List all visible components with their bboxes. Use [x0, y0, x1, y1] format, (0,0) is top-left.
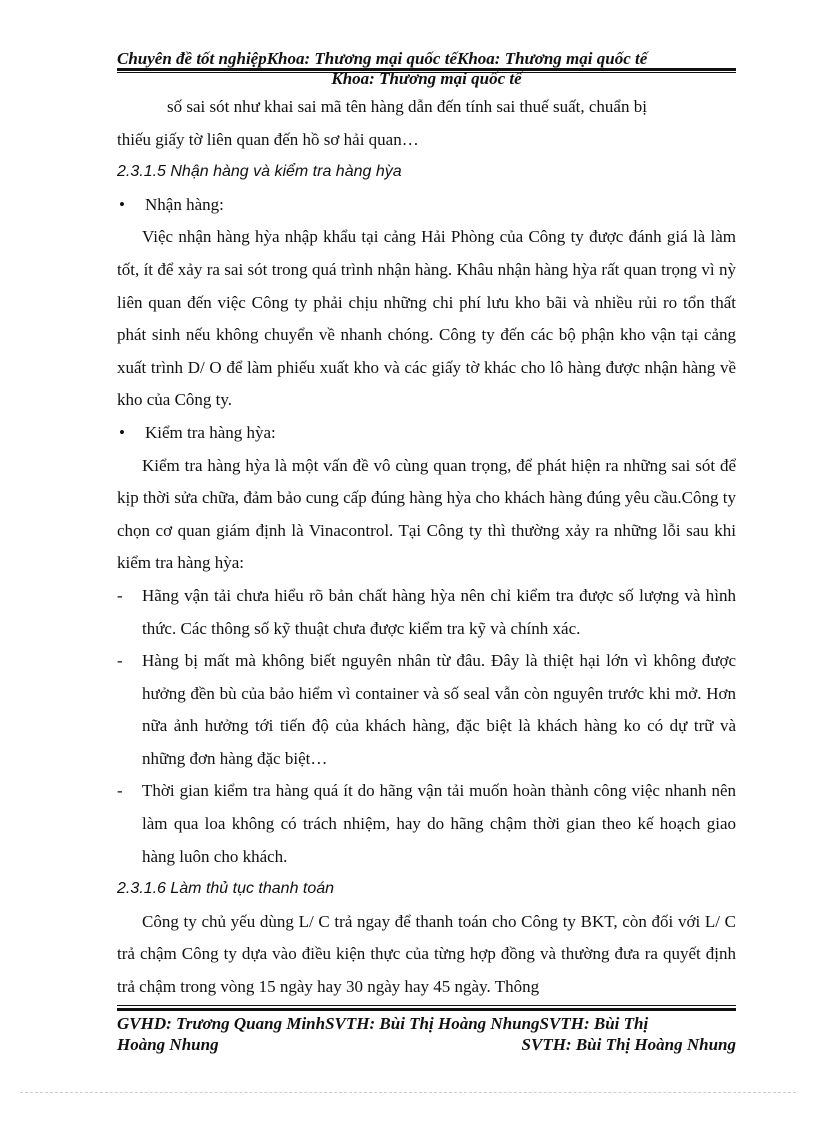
paragraph-intro-1: số sai sót như khai sai mã tên hàng dẫn đến tính sai thuế suất, chuẩn bị	[167, 97, 647, 116]
bullet-label: Kiểm tra hàng hỳa:	[145, 422, 276, 442]
page-footer	[117, 1013, 736, 1055]
dash-text: Hàng bị mất mà không biết nguyên nhân từ đâu. Đây là thiệt hại lớn vì không được hưởng đền bù của bảo hiểm vì container và số seal vẫn còn nguyên trước khi mở. Hơn nữa ảnh hưởng tới tiến độ của khách hàng, đặc biệt là khách hàng ko có dự trữ và những đơn hàng đặc biệt…	[142, 651, 736, 768]
bullet-item-receive	[117, 189, 736, 222]
dash-text: Hãng vận tải chưa hiểu rõ bản chất hàng hỳa nên chỉ kiểm tra được số lượng và hình thức. Các thông số kỹ thuật chưa được kiểm tra kỹ và chính xác.	[142, 585, 736, 638]
dash-marker: -	[117, 651, 123, 671]
dash-marker: -	[117, 781, 123, 801]
footer-line-2-right: SVTH: Bùi Thị Hoàng Nhung	[521, 1035, 736, 1054]
footer-line-1: GVHD: Trương Quang MinhSVTH: Bùi Thị Hoàng NhungSVTH: Bùi Thị	[117, 1014, 649, 1033]
header-line-2: Khoa: Thương mại quốc tế	[331, 69, 522, 88]
paragraph-inspect: Kiểm tra hàng hỳa là một vấn đề vô cùng quan trọng, để phát hiện ra những sai sót để kịp thời sửa chữa, đảm bảo cung cấp đúng hàng hỳa cho khách hàng đúng yêu cầu.Công ty chọn cơ quan giám định là Vinacontrol. Tại Công ty thì thường xảy ra những lỗi sau khi kiểm tra hàng hỳa:	[117, 455, 736, 573]
dash-item-1	[117, 580, 736, 645]
document-body	[117, 91, 736, 1004]
header-line-1: Chuyên đề tốt nghiệpKhoa: Thương mại quốc tếKhoa: Thương mại quốc tế	[117, 49, 648, 68]
bullet-label: Nhận hàng:	[145, 194, 224, 214]
dash-text: Thời gian kiểm tra hàng quá ít do hãng vận tải muốn hoàn thành công việc nhanh nên làm qua loa không có trách nhiệm, hay do hãng chậm thời gian theo kế hoạch giao hàng luôn cho khách.	[142, 781, 736, 866]
bullet-icon: •	[119, 422, 125, 442]
dash-marker: -	[117, 585, 123, 605]
bullet-item-inspect	[117, 417, 736, 450]
page-bottom-divider	[20, 1092, 796, 1093]
paragraph-intro-2: thiếu giấy tờ liên quan đến hồ sơ hải quan…	[117, 129, 419, 149]
footer-line-2	[117, 1034, 736, 1055]
section-heading-2315: 2.3.1.5 Nhận hàng và kiểm tra hàng hỳa	[117, 163, 402, 181]
dash-item-2	[117, 645, 736, 775]
paragraph-payment: Công ty chủ yếu dùng L/ C trả ngay để thanh toán cho Công ty BKT, còn đối với L/ C trả chậm Công ty dựa vào điều kiện thực của từng hợp đồng và thường đưa ra quyết định trả chậm trong vòng 15 ngày hay 30 ngày hay 45 ngày. Thông	[117, 911, 736, 997]
footer-line-2-left: Hoàng Nhung	[117, 1035, 219, 1054]
bullet-icon: •	[119, 194, 125, 214]
footer-rule	[117, 1005, 736, 1011]
section-heading-2316: 2.3.1.6 Làm thủ tục thanh toán	[117, 880, 335, 898]
paragraph-receive: Việc nhận hàng hỳa nhập khẩu tại cảng Hải Phòng của Công ty được đánh giá là làm tốt, ít để xảy ra sai sót trong quá trình nhận hàng. Khâu nhận hàng hỳa rất quan trọng vì nỳ liên quan đến việc Công ty phải chịu những chi phí lưu kho bãi và nhiều rủi ro tổn thất phát sinh nếu không chuyển về nhanh chóng. Công ty đến các bộ phận kho vận tại cảng xuất trình D/ O để làm phiếu xuất kho và các giấy tờ khác cho lô hàng được nhận hàng về kho của Công ty.	[117, 227, 736, 410]
header-rule	[117, 68, 736, 73]
dash-item-3	[117, 775, 736, 873]
